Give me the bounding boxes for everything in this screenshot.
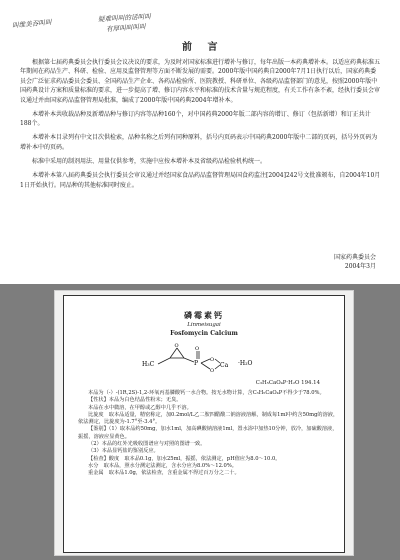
preface-body: [20, 58, 382, 195]
preface-paragraph: 根据第七届药典委员会执行委员会议决议的要求，为及时对国家标准进行增补与修订，每年出版一本药典增补本。以适应药典标准五年期间在药品生产、科研、检验、应用及监督管理等方面不断发展的需要。2000年版中国药典自2000年7月1日执行以后，国家药典委员会广泛征求药品委员会委员、全国药品生产企业、各药品检验所、医院教授、科研单位、各级药品监督部门的意见，按照2000年版中国药典设计方案和质量标准的要求，进一步提高了增、修订内容水平和标准的技术含量与规范程度，有关工作有条不紊，经执行委员会审议通过并由国家药品监督管理局批准，编成了2000年版中国药典2004年增补本。: [20, 59, 381, 104]
structure-label-epoxide-o: O: [174, 343, 179, 349]
structure-label-water: ·H₂O: [238, 360, 253, 367]
handwritten-note-3: 有厚叫叫叫叫: [105, 22, 146, 34]
preface-signature: 国家药典委员会: [333, 254, 376, 261]
monograph-english-name: Fosfomycin Calcium: [170, 330, 238, 337]
preface-paragraph: 本增补本第八届药典委员会执行委员会审议通过并经国家食品药品监督管理局国食药监注[2004]242号文批准颁布，自2004年10月1日开始执行。同品种的其他标准同时废止。: [20, 172, 381, 189]
monograph-paragraph: （2）本品的红外光吸收图谱应与对照的图谱一致。: [88, 441, 206, 448]
chemical-structure-diagram: [136, 340, 266, 374]
structure-label-double-bond-o: O: [195, 346, 200, 352]
structure-label-upper-o: O: [210, 357, 215, 363]
monograph-paragraph: （3）本品显钙盐的鉴别反应。: [88, 448, 159, 455]
monograph-paragraph: 水分 取本品，照水分测定法测定，含水分应为8.0%～12.0%。: [88, 462, 237, 469]
structure-label-ca: Ca: [220, 362, 229, 369]
monograph-paragraph: 本品在水中微溶，在甲醇或乙醇中几乎不溶。: [88, 404, 192, 411]
monograph-paragraph: 比旋度 取本品适量，精密称定，加0.2mol/L乙二胺四醋酸二钠溶液溶解，制成每1ml中约含50mg的溶液，依法测定，比旋度为-1.7°至-3.4°。: [78, 411, 339, 426]
preface-paragraph: 本增补本共收载品种及新增品种与修订内容等品种160个，对中国药典2000年版二部内容的增订、修订（包括新增）和订正共计188个。: [20, 110, 371, 128]
molecular-formula: C₃H₅CaO₄P·H₂O 194.14: [255, 380, 320, 386]
preface-paragraph: 本增补本目录列有中文目次供检索，品种名称之后列有同种原料，括号内页码表示中国药典2000年版中二部的页码，括号外页码为增补本中的页码。: [20, 134, 378, 151]
monograph-body: [78, 390, 340, 478]
monograph-frame: [63, 295, 345, 553]
monograph-paragraph: 【检查】酸度 取本品0.1g，加水25ml，振摇，依法测定，pH值应为8.0～10.0。: [88, 455, 281, 462]
structure-label-h3c: H₃C: [142, 361, 155, 368]
monograph-pinyin-name: Linmeisugai: [187, 322, 221, 328]
monograph-title: 磷霉素钙: [184, 310, 224, 320]
monograph-paragraph: 【性状】本品为白色结晶性粉末；无臭。: [88, 397, 182, 404]
structure-label-p: P: [194, 360, 199, 367]
monograph-paragraph: 本品为（-）-(1R,2S)-1,2-环氧丙基膦酸钙一水合物。按无水物计算，含C₃H₅CaO₄P不得少于78.0%。: [88, 390, 325, 396]
monograph-paragraph: 【鉴别】（1）取本品约50mg，加水1ml，加高碘酸钠溶液1ml，置水浴中加热10分钟，放冷，加硫酸溶液，振摇，溶液应显黄色。: [78, 426, 338, 440]
handwritten-note-1: 叫维美吞叫叫: [11, 18, 52, 30]
handwritten-note-2: 疑难叫叫的话叫叫: [97, 12, 151, 24]
preface-title: 前 言: [182, 42, 224, 53]
structure-label-lower-o: O: [210, 368, 215, 374]
preface-paragraph: 标准中采用的制剂用法、用量仅供参考，实施中应按本增补本及省级药品检验机构统一。: [32, 158, 267, 166]
monograph-paragraph: 重金属 取本品1.0g，依法检查，含重金属不得过百万分之二十。: [88, 470, 240, 477]
preface-signature-block: [334, 253, 376, 271]
monograph-page: [54, 290, 354, 556]
preface-date: 2004年3月: [344, 263, 376, 270]
